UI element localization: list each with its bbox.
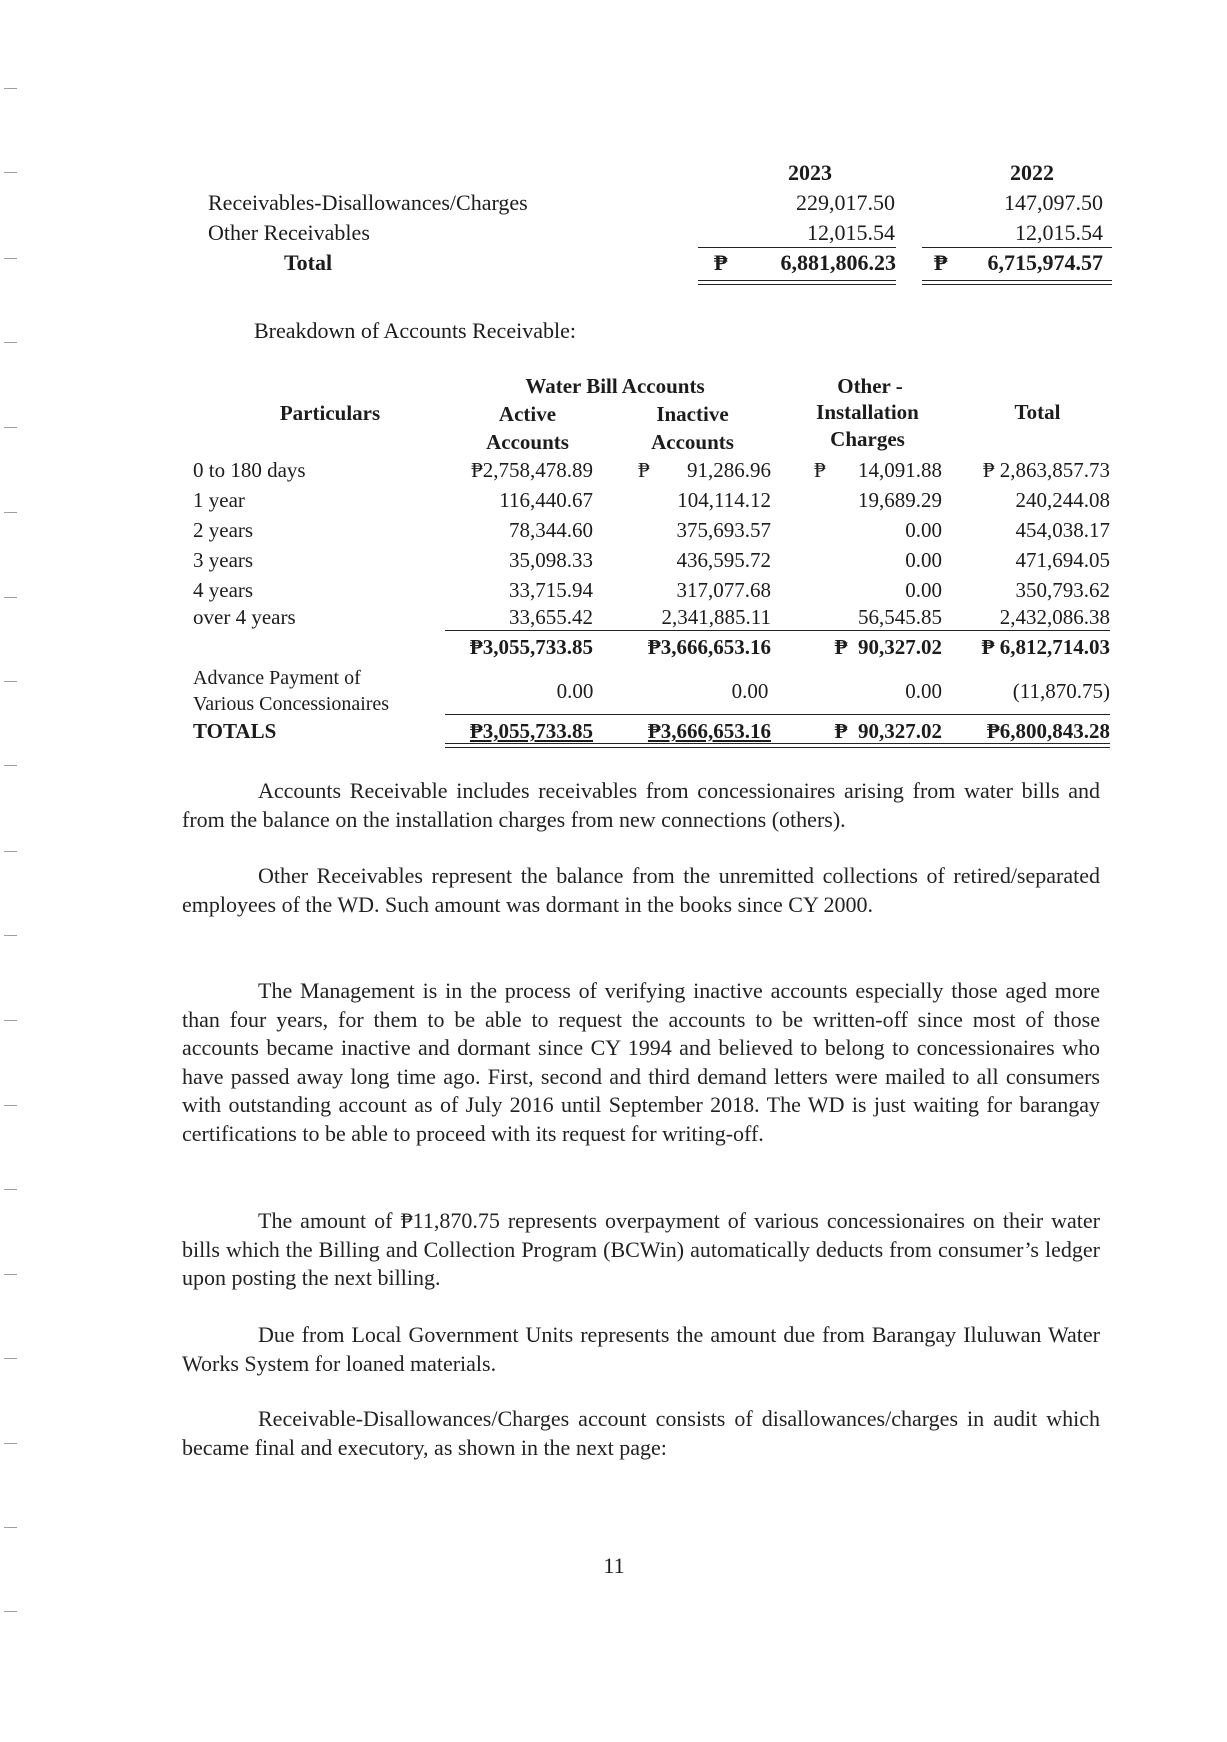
cell-active: ₱2,758,478.89 [471, 458, 593, 482]
margin-mark [4, 851, 17, 852]
summary-total-2023: 6,881,806.23 [780, 250, 896, 275]
header-inactive-accounts: Accounts [651, 430, 734, 454]
totals-label: TOTALS [193, 719, 277, 743]
cell-other: 0.00 [905, 518, 942, 542]
summary-row-value-2022: 147,097.50 [1004, 190, 1103, 215]
header-other: Other - [837, 374, 903, 398]
cell-inactive: 91,286.96 [687, 458, 771, 482]
row-label: 3 years [193, 548, 254, 572]
margin-mark [4, 88, 17, 89]
currency-symbol: ₱ [714, 250, 728, 275]
paragraph: The Management is in the process of verifying inactive accounts especially those aged more than four years, for them to be able to request the accounts to be written-off since most of those accounts became inactive and dormant since CY 1994 and believed to belong to concessionaires who have passed away long time ago. First, second and third demand letters were mailed to all consumers with outstanding account as of July 2016 until September 2018. The WD is just waiting for barangay certifications to be able to proceed with its request for writing-off. [182, 978, 1100, 1146]
paragraph: Accounts Receivable includes receivables from concessionaires arising from water bills and from the balance on the installation charges from new connections (others). [182, 778, 1100, 832]
cell-inactive: 104,114.12 [677, 488, 771, 512]
totals-rule [445, 714, 1110, 715]
cell-active: 78,344.60 [509, 518, 593, 542]
header-water-bill-accounts: Water Bill Accounts [525, 374, 705, 398]
margin-mark [4, 1358, 17, 1359]
cell-active: 33,715.94 [509, 578, 593, 602]
cell-other: 14,091.88 [858, 458, 942, 482]
margin-mark [4, 681, 17, 682]
summary-double-underline [922, 284, 1112, 285]
summary-row-value-2023: 229,017.50 [796, 190, 895, 215]
margin-mark [4, 935, 17, 936]
summary-double-underline [698, 280, 896, 281]
cell-inactive: 2,341,885.11 [661, 605, 771, 629]
summary-row-value-2023: 12,015.54 [807, 220, 895, 245]
margin-mark [4, 1189, 17, 1190]
currency-symbol: ₱ [814, 458, 826, 482]
header-active: Active [498, 402, 557, 426]
totals-double-rule [445, 743, 1110, 744]
advance-label-line2: Various Concessionaires [193, 693, 390, 715]
header-installation: Installation [816, 400, 919, 424]
margin-mark [4, 1274, 17, 1275]
subtotal-other: ₱ 90,327.02 [834, 635, 942, 659]
cell-total: 350,793.62 [1015, 578, 1110, 602]
row-label: 4 years [193, 578, 254, 602]
row-label: 0 to 180 days [193, 458, 306, 482]
paragraph: Other Receivables represent the balance from the unremitted collections of retired/separated employees of the WD. Such amount was dormant in the books since CY 2000. [182, 863, 1100, 917]
cell-other: 56,545.85 [858, 605, 942, 629]
margin-mark [4, 765, 17, 766]
cell-inactive: 317,077.68 [676, 578, 771, 602]
summary-total-2022: 6,715,974.57 [987, 250, 1103, 275]
page-number: 11 [603, 1553, 625, 1578]
advance-active: 0.00 [556, 679, 594, 703]
summary-double-underline [698, 284, 896, 285]
totals-double-rule [445, 747, 1110, 748]
cell-active: 35,098.33 [509, 548, 593, 572]
currency-symbol: ₱ [934, 250, 948, 275]
paragraph: Due from Local Government Units represents the amount due from Barangay Iluluwan Water Works System for loaned materials. [182, 1322, 1100, 1376]
margin-mark [4, 512, 17, 513]
cell-total: 240,244.08 [1015, 488, 1110, 512]
cell-total: 454,038.17 [1015, 518, 1110, 542]
margin-mark [4, 597, 17, 598]
subtotal-active: ₱3,055,733.85 [469, 635, 593, 659]
summary-total-label: Total [284, 250, 333, 275]
advance-total: (11,870.75) [1012, 679, 1110, 703]
header-particulars: Particulars [279, 401, 381, 425]
year-header-2023: 2023 [788, 160, 832, 185]
summary-row-label: Other Receivables [208, 220, 370, 245]
totals-other: ₱ 90,327.02 [834, 719, 942, 743]
cell-other: 19,689.29 [858, 488, 942, 512]
advance-label-line1: Advance Payment of [193, 667, 361, 689]
margin-mark [4, 1443, 17, 1444]
summary-underline [922, 247, 1112, 248]
year-header-2022: 2022 [1010, 160, 1054, 185]
cell-total: ₱ 2,863,857.73 [982, 458, 1110, 482]
subtotal-inactive: ₱3,666,653.16 [647, 635, 771, 659]
summary-row-label: Receivables-Disallowances/Charges [208, 190, 528, 215]
margin-mark [4, 427, 17, 428]
advance-inactive: 0.00 [731, 679, 769, 703]
cell-active: 33,655.42 [509, 605, 593, 629]
cell-total: 471,694.05 [1015, 548, 1110, 572]
cell-active: 116,440.67 [499, 488, 593, 512]
summary-row-value-2022: 12,015.54 [1015, 220, 1103, 245]
cell-inactive: 375,693.57 [676, 518, 771, 542]
subtotal-total: ₱ 6,812,714.03 [981, 635, 1110, 659]
summary-underline [698, 247, 896, 248]
margin-mark [4, 1527, 17, 1528]
margin-mark [4, 1611, 17, 1612]
paragraph: The amount of ₱11,870.75 represents overpayment of various concessionaires on their water bills which the Billing and Collection Program (BCWin) automatically deducts from consumer’s ledger upon posting the next billing. [182, 1208, 1100, 1290]
cell-other: 0.00 [905, 548, 942, 572]
totals-active: ₱3,055,733.85 [469, 719, 593, 743]
advance-other: 0.00 [905, 679, 942, 703]
breakdown-title: Breakdown of Accounts Receivable: [254, 318, 576, 343]
margin-mark [4, 342, 17, 343]
subtotal-rule [445, 630, 1110, 631]
cell-other: 0.00 [905, 578, 942, 602]
row-label: 1 year [193, 488, 245, 512]
margin-mark [4, 172, 17, 173]
cell-inactive: 436,595.72 [676, 548, 771, 572]
totals-total: ₱6,800,843.28 [986, 719, 1110, 743]
margin-mark [4, 1020, 17, 1021]
margin-mark [4, 258, 17, 259]
cell-total: 2,432,086.38 [999, 605, 1110, 629]
header-active-accounts: Accounts [486, 430, 569, 454]
row-label: over 4 years [193, 605, 296, 629]
row-label: 2 years [193, 518, 254, 542]
header-total: Total [1014, 400, 1061, 424]
summary-double-underline [922, 280, 1112, 281]
currency-symbol: ₱ [638, 458, 650, 482]
header-charges: Charges [830, 427, 905, 451]
totals-inactive: ₱3,666,653.16 [647, 719, 771, 743]
paragraph: Receivable-Disallowances/Charges account consists of disallowances/charges in audit which became final and executory, as shown in the next page: [182, 1406, 1100, 1460]
header-inactive: Inactive [656, 402, 729, 426]
margin-mark [4, 1105, 17, 1106]
